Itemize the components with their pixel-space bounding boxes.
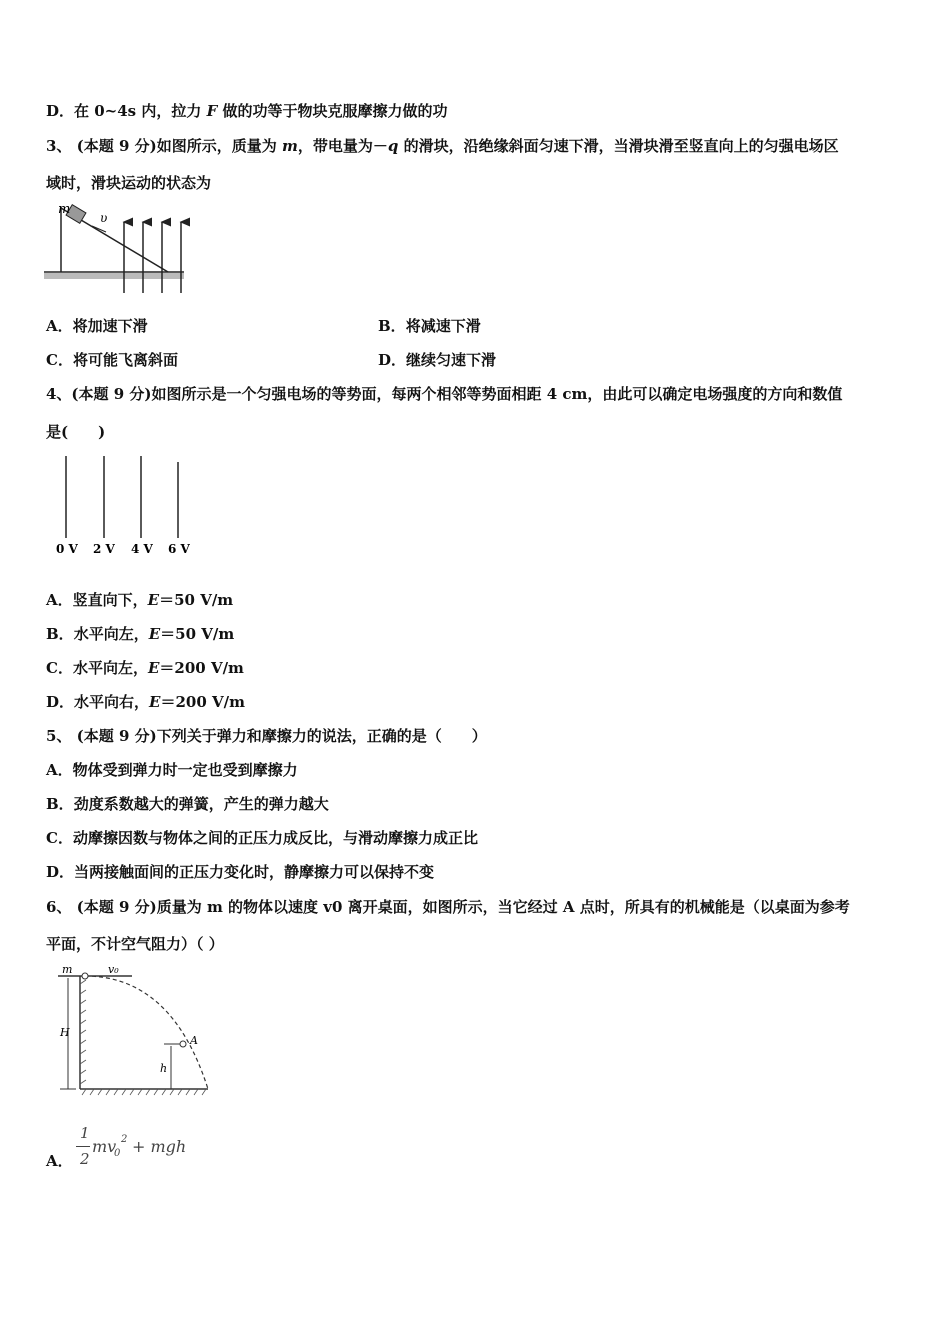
q4-option-a[interactable]: A．竖直向下，E＝50 V/m xyxy=(46,591,234,609)
q6-option-a[interactable]: A． xyxy=(46,1152,73,1170)
label-H: H xyxy=(60,1026,70,1039)
label-m: m xyxy=(62,963,73,976)
potential-label: 6 V xyxy=(168,542,190,556)
ground xyxy=(44,273,184,279)
potential-label: 2 V xyxy=(93,542,115,556)
q3-option-d[interactable]: D．继续匀速下滑 xyxy=(378,351,497,369)
point-a-dot xyxy=(180,1041,186,1047)
potential-label: 0 V xyxy=(56,542,78,556)
q5-option-a[interactable]: A．物体受到弹力时一定也受到摩擦力 xyxy=(46,761,298,779)
object-dot xyxy=(82,973,88,979)
fraction-bar xyxy=(76,1146,90,1147)
q6-option-a-formula: 1 2 mv 0 2 + mgh xyxy=(76,1124,188,1174)
q3-option-b[interactable]: B．将减速下滑 xyxy=(378,317,481,335)
label-A: A xyxy=(190,1034,198,1047)
q3-stem-line1: 3、 (本题 9 分)如图所示，质量为 m，带电量为－q 的滑块，沿绝缘斜面匀速下滑，当滑块滑至竖直向上的匀强电场区 xyxy=(46,137,839,155)
prev-option-d: D．在 0~4s 内，拉力 F 做的功等于物块克服摩擦力做的功 xyxy=(46,102,448,120)
q5-stem: 5、 (本题 9 分)下列关于弹力和摩擦力的说法，正确的是（ ） xyxy=(46,727,487,745)
q4-option-b[interactable]: B．水平向左，E＝50 V/m xyxy=(46,625,235,643)
q5-option-c[interactable]: C．动摩擦因数与物体之间的正压力成反比，与滑动摩擦力成正比 xyxy=(46,829,478,847)
trajectory xyxy=(85,976,208,1089)
q4-equipotential-figure xyxy=(52,452,202,560)
q3-incline-figure xyxy=(44,200,190,296)
label-m: m xyxy=(58,202,71,217)
q6-projectile-figure xyxy=(52,962,212,1098)
potential-label: 4 V xyxy=(131,542,153,556)
label-v0: v₀ xyxy=(108,963,119,976)
q6-stem-line1: 6、 (本题 9 分)质量为 m 的物体以速度 v0 离开桌面，如图所示，当它经过 A 点时，所具有的机械能是（以桌面为参考 xyxy=(46,898,850,916)
floor-hatch xyxy=(80,980,206,1095)
q5-option-b[interactable]: B．劲度系数越大的弹簧，产生的弹力越大 xyxy=(46,795,329,813)
q3-option-a[interactable]: A．将加速下滑 xyxy=(46,317,148,335)
q3-option-c[interactable]: C．将可能飞离斜面 xyxy=(46,351,178,369)
q6-stem-line2: 平面，不计空气阻力）（ ） xyxy=(46,935,224,953)
label-h: h xyxy=(160,1062,168,1075)
field-lines xyxy=(124,222,181,293)
q3-stem-line2: 域时，滑块运动的状态为 xyxy=(46,174,212,192)
q4-option-c[interactable]: C．水平向左，E＝200 V/m xyxy=(46,659,244,677)
q4-option-d[interactable]: D．水平向右，E＝200 V/m xyxy=(46,693,245,711)
q5-option-d[interactable]: D．当两接触面间的正压力变化时，静摩擦力可以保持不变 xyxy=(46,863,435,881)
q4-stem-line1: 4、(本题 9 分)如图所示是一个匀强电场的等势面，每两个相邻等势面相距 4 cm，由此可以确定电场强度的方向和数值 xyxy=(46,385,843,403)
q4-stem-line2: 是( ) xyxy=(46,423,106,441)
label-v: υ xyxy=(100,211,108,225)
